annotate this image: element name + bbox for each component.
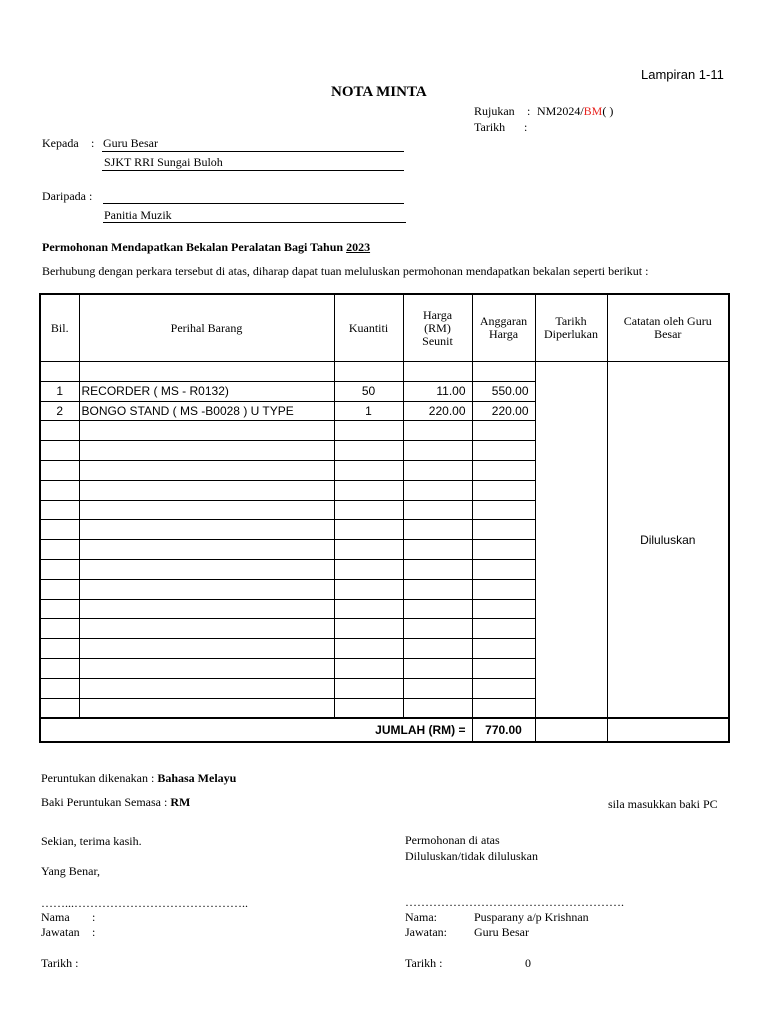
cell-anggaran [472, 678, 535, 698]
cell-kuantiti [334, 599, 403, 619]
header-anggaran-1: Anggaran [479, 314, 528, 328]
rujukan-red: BM [583, 104, 603, 118]
cell-kuantiti [334, 619, 403, 639]
tarikh-label: Tarikh [474, 120, 506, 134]
cell-bil [40, 658, 79, 678]
jawatan-value-right: Guru Besar [474, 925, 529, 939]
peruntukan-label: Peruntukan dikenakan : [41, 771, 158, 785]
total-row [40, 718, 729, 742]
header-harga-1: Harga [422, 307, 453, 322]
cell-harga [403, 441, 472, 461]
cell-bil [40, 500, 79, 520]
cell-perihal [79, 500, 334, 520]
cell-perihal [79, 678, 334, 698]
header-kuantiti: Kuantiti [334, 294, 403, 362]
permohonan-line2: Diluluskan/tidak diluluskan [405, 849, 538, 863]
cell-tarikh-diperlukan [535, 362, 607, 719]
jumlah-value: 770.00 [472, 718, 535, 742]
cell-harga: 11.00 [403, 381, 472, 401]
cell-harga [403, 698, 472, 718]
cell-kuantiti: 1 [334, 401, 403, 421]
cell-catatan: Diluluskan [607, 362, 729, 719]
intro-text: Berhubung dengan perkara tersebut di atas, diharap dapat tuan meluluskan permohonan mendapatkan bekalan seperti berikut : [42, 264, 649, 278]
cell-harga [403, 520, 472, 540]
cell-kuantiti [334, 559, 403, 579]
jumlah-label: JUMLAH (RM) = [40, 718, 472, 742]
rujukan-prefix: NM2024/ [537, 104, 584, 118]
cell-harga [403, 362, 472, 382]
subject-year: 2023 [346, 240, 371, 254]
rujukan-value [537, 104, 613, 119]
cell-perihal: BONGO STAND ( MS -B0028 ) U TYPE [79, 401, 334, 421]
header-bil: Bil. [40, 294, 79, 362]
cell-kuantiti [334, 658, 403, 678]
cell-anggaran [472, 540, 535, 560]
cell-harga [403, 658, 472, 678]
cell-harga [403, 678, 472, 698]
jawatan-label-right: Jawatan: [405, 925, 447, 939]
cell-perihal [79, 460, 334, 480]
jawatan-label-left: Jawatan [41, 925, 80, 939]
lampiran-label: Lampiran 1-11 [641, 67, 724, 82]
cell-anggaran [472, 639, 535, 659]
kepada-underline-2 [102, 170, 404, 171]
page-title: NOTA MINTA [331, 84, 427, 100]
cell-perihal [79, 362, 334, 382]
cell-harga [403, 421, 472, 441]
jawatan-colon-left: : [92, 925, 96, 939]
cell-harga [403, 500, 472, 520]
cell-kuantiti [334, 441, 403, 461]
cell-kuantiti [334, 480, 403, 500]
header-harga-3: Seunit [422, 333, 453, 348]
daripada-underline-1 [103, 203, 404, 204]
daripada-underline-2 [103, 222, 406, 223]
cell-harga [403, 599, 472, 619]
sekian-text: Sekian, terima kasih. [41, 834, 142, 848]
cell-harga [403, 639, 472, 659]
header-catatan-1: Catatan oleh Guru [623, 314, 712, 328]
request-table [39, 293, 730, 743]
header-anggaran-2: Harga [488, 327, 519, 341]
header-tarikh-2: Diperlukan [544, 327, 598, 341]
cell-harga [403, 619, 472, 639]
baki-value: RM [170, 795, 191, 809]
cell-anggaran: 220.00 [472, 401, 535, 421]
cell-anggaran [472, 559, 535, 579]
cell-bil [40, 678, 79, 698]
cell-anggaran [472, 599, 535, 619]
cell-perihal [79, 441, 334, 461]
cell-perihal [79, 658, 334, 678]
subject-line [42, 240, 370, 255]
cell-perihal [79, 559, 334, 579]
cell-kuantiti [334, 698, 403, 718]
cell-perihal [79, 540, 334, 560]
signature-dots-right: ………………………………………………. [405, 895, 624, 909]
cell-anggaran [472, 520, 535, 540]
cell-harga: 220.00 [403, 401, 472, 421]
cell-perihal [79, 698, 334, 718]
cell-harga [403, 540, 472, 560]
cell-bil [40, 421, 79, 441]
baki-label: Baki Peruntukan Semasa : [41, 795, 171, 809]
cell-bil [40, 599, 79, 619]
cell-kuantiti [334, 500, 403, 520]
tarikh-value-right: 0 [525, 956, 531, 970]
daripada-label: Daripada : [42, 189, 93, 203]
cell-anggaran [472, 619, 535, 639]
kepada-underline-1 [102, 151, 404, 152]
cell-perihal [79, 520, 334, 540]
cell-bil [40, 460, 79, 480]
rujukan-suffix: ( ) [602, 104, 614, 118]
cell-harga [403, 559, 472, 579]
nama-label-left: Nama [41, 910, 70, 924]
cell-bil [40, 540, 79, 560]
cell-perihal: RECORDER ( MS - R0132) [79, 381, 334, 401]
cell-kuantiti [334, 421, 403, 441]
cell-kuantiti [334, 540, 403, 560]
signature-dots-left: ……...…………………………………….. [41, 896, 248, 910]
cell-bil [40, 698, 79, 718]
cell-anggaran [472, 460, 535, 480]
cell-bil [40, 559, 79, 579]
cell-anggaran [472, 500, 535, 520]
peruntukan-value: Bahasa Melayu [157, 771, 237, 785]
cell-perihal [79, 480, 334, 500]
cell-bil: 2 [40, 401, 79, 421]
cell-perihal [79, 579, 334, 599]
cell-perihal [79, 421, 334, 441]
cell-harga [403, 579, 472, 599]
header-tarikh [535, 294, 607, 362]
header-harga-2: (RM) [424, 320, 451, 335]
cell-anggaran [472, 362, 535, 382]
cell-bil [40, 520, 79, 540]
table-header-row [40, 294, 729, 362]
header-anggaran [472, 294, 535, 362]
cell-kuantiti [334, 678, 403, 698]
kepada-line2: SJKT RRI Sungai Buloh [104, 155, 223, 169]
cell-anggaran [472, 441, 535, 461]
daripada-line2: Panitia Muzik [104, 208, 172, 222]
baki-note: sila masukkan baki PC [608, 797, 718, 811]
cell-bil [40, 619, 79, 639]
rujukan-label: Rujukan [474, 104, 515, 118]
kepada-colon: : [91, 136, 95, 150]
cell-bil [40, 480, 79, 500]
cell-bil: 1 [40, 381, 79, 401]
cell-harga [403, 460, 472, 480]
cell-bil [40, 639, 79, 659]
total-catatan-cell [607, 718, 729, 742]
baki-line [41, 795, 190, 810]
cell-kuantiti [334, 460, 403, 480]
nama-label-right: Nama: [405, 910, 437, 924]
cell-kuantiti [334, 639, 403, 659]
cell-kuantiti [334, 520, 403, 540]
header-tarikh-1: Tarikh [555, 314, 587, 328]
cell-anggaran [472, 698, 535, 718]
permohonan-line1: Permohonan di atas [405, 833, 500, 847]
header-catatan [607, 294, 729, 362]
kepada-line1: Guru Besar [103, 136, 158, 150]
rujukan-colon: : [527, 104, 531, 118]
cell-bil [40, 362, 79, 382]
cell-anggaran [472, 421, 535, 441]
cell-anggaran [472, 480, 535, 500]
table-row [40, 362, 729, 382]
cell-perihal [79, 619, 334, 639]
cell-harga [403, 480, 472, 500]
cell-perihal [79, 599, 334, 619]
subject-text: Permohonan Mendapatkan Bekalan Peralatan Bagi Tahun [42, 240, 347, 254]
peruntukan-line [41, 771, 236, 786]
cell-perihal [79, 639, 334, 659]
header-perihal: Perihal Barang [79, 294, 334, 362]
tarikh-label-left: Tarikh : [41, 956, 79, 970]
cell-bil [40, 579, 79, 599]
header-harga [403, 294, 472, 362]
yang-benar-text: Yang Benar, [41, 864, 100, 878]
header-catatan-2: Besar [654, 327, 682, 341]
nama-value-right: Pusparany a/p Krishnan [474, 910, 589, 924]
cell-kuantiti [334, 362, 403, 382]
cell-anggaran [472, 658, 535, 678]
tarikh-colon: : [524, 120, 528, 134]
cell-anggaran [472, 579, 535, 599]
cell-bil [40, 441, 79, 461]
cell-kuantiti: 50 [334, 381, 403, 401]
total-tarikh-cell [535, 718, 607, 742]
nama-colon-left: : [92, 910, 96, 924]
cell-anggaran: 550.00 [472, 381, 535, 401]
kepada-label: Kepada [42, 136, 79, 150]
tarikh-label-right: Tarikh : [405, 956, 443, 970]
cell-kuantiti [334, 579, 403, 599]
